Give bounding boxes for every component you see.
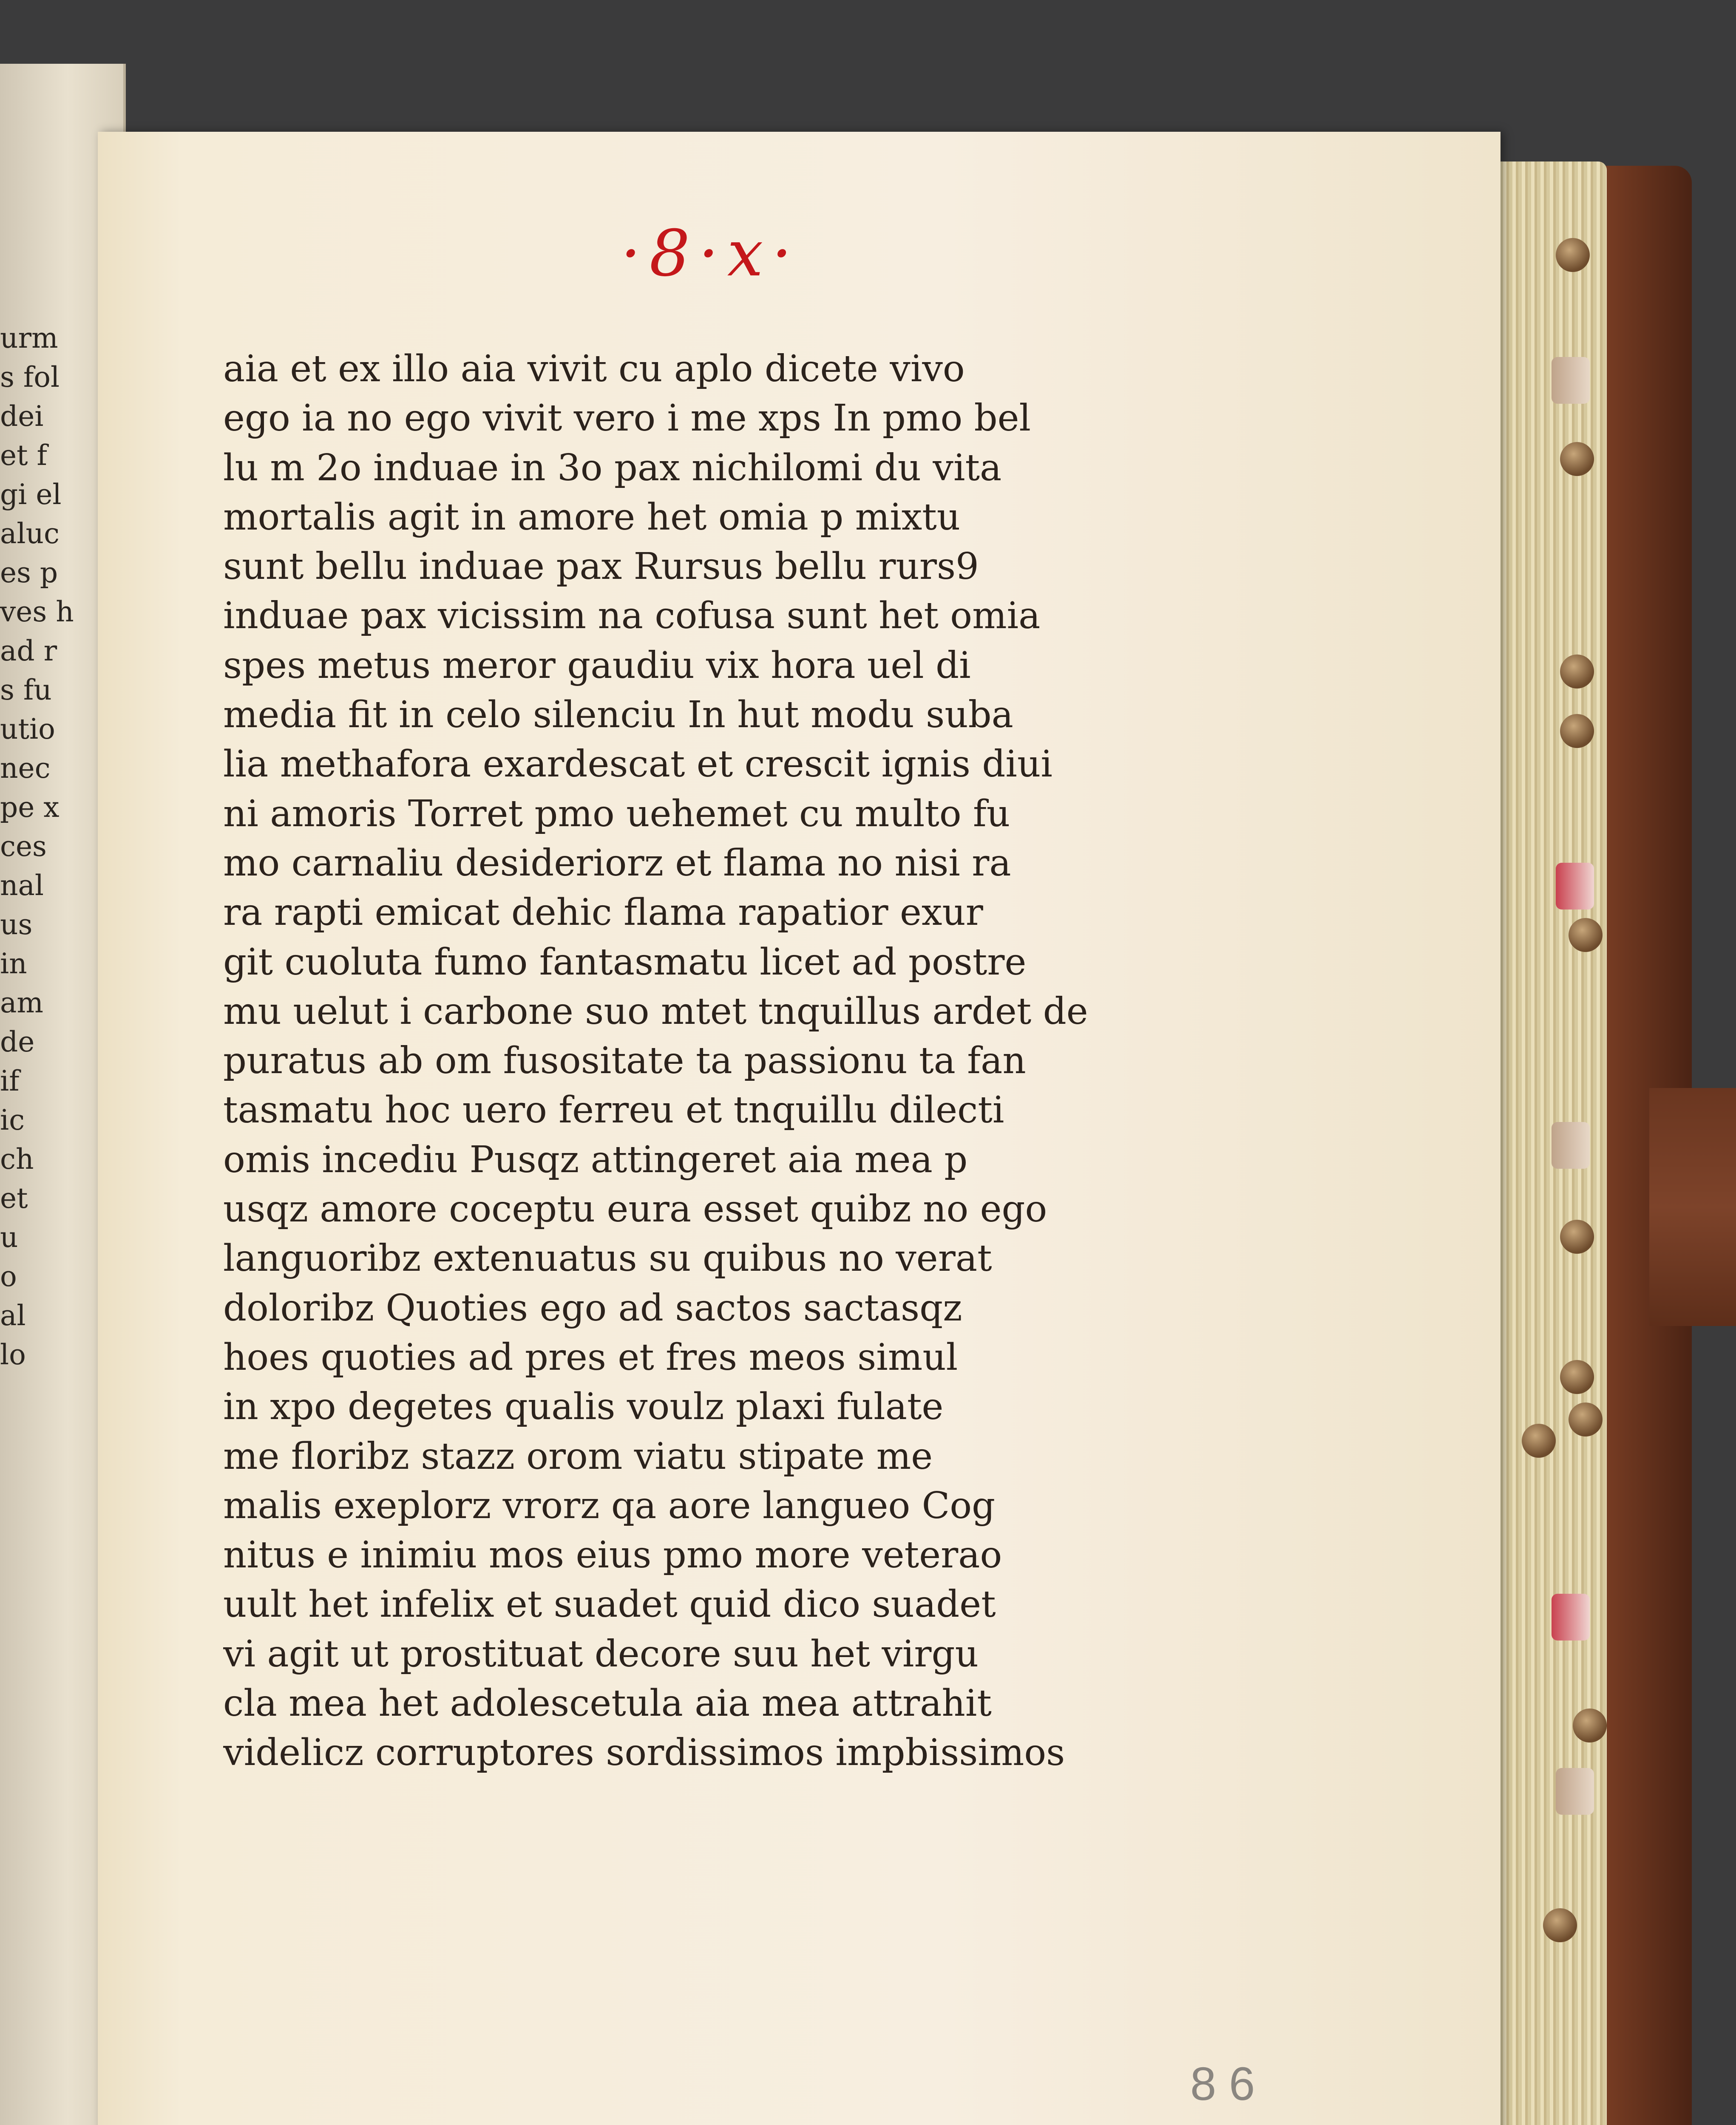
text-line: doloribz Quoties ego ad sactos sactasqz [223, 1286, 962, 1329]
manuscript-text-block [223, 344, 1124, 1778]
tab-knob [1556, 238, 1590, 272]
tab-knob [1560, 1220, 1594, 1254]
facing-page-fragment: et f [0, 439, 47, 472]
text-line: mortalis agit in amore het omia p mixtu [223, 496, 961, 538]
text-line: omis incediu Pusqz attingeret aia mea p [223, 1138, 968, 1181]
text-line: induae pax vicissim na cofusa sunt het omia [223, 595, 1041, 638]
facing-page-fragment: in [0, 947, 27, 980]
text-line: in xpo degetes qualis voulz plaxi fulate [223, 1386, 944, 1428]
facing-page-fragment: dei [0, 400, 44, 433]
text-line: media fit in celo silenciu In hut modu suba [223, 694, 1013, 737]
folio-rubric: ·8·x· [621, 217, 801, 291]
text-line: uult het infelix et suadet quid dico suadet [223, 1583, 996, 1626]
facing-page-fragment: pe x [0, 791, 60, 824]
facing-page-fragment: et [0, 1182, 28, 1215]
page-tab [1556, 863, 1594, 910]
page-tab [1552, 1594, 1590, 1640]
tab-knob [1560, 654, 1594, 688]
facing-page-fragment: ch [0, 1143, 34, 1176]
tab-knob [1560, 1360, 1594, 1394]
facing-page-fragment: ad r [0, 635, 57, 667]
text-line: nitus e inimiu mos eius pmo more veterao [223, 1534, 1002, 1577]
facing-page-fragment: s fu [0, 674, 52, 706]
page-tab [1556, 1768, 1594, 1815]
text-line: tasmatu hoc uero ferreu et tnquillu dilecti [223, 1089, 1004, 1132]
text-line: ra rapti emicat dehic flama rapatior exur [223, 891, 983, 934]
tab-knob [1569, 1402, 1603, 1436]
tab-knob [1573, 1708, 1607, 1742]
tab-knob [1569, 918, 1603, 952]
facing-page-fragment: aluc [0, 517, 60, 550]
facing-page-fragment: al [0, 1299, 26, 1332]
facing-page-fragment: u [0, 1221, 18, 1254]
facing-page-fragment: us [0, 908, 33, 941]
facing-page-fragment: nec [0, 752, 51, 785]
text-line: ego ia no ego vivit vero i me xps In pmo bel [223, 397, 1031, 440]
tab-knob [1560, 442, 1594, 476]
text-line: lia methafora exardescat et crescit ignis diui [223, 743, 1052, 786]
facing-page-fragment: if [0, 1065, 20, 1097]
facing-page-fragment: ic [0, 1104, 25, 1136]
facing-page-fragment: ves h [0, 595, 74, 628]
text-line: spes metus meror gaudiu vix hora uel di [223, 644, 971, 687]
facing-page-fragment: utio [0, 713, 55, 745]
facing-page-fragment: lo [0, 1338, 26, 1371]
text-line: me floribz stazz orom viatu stipate me [223, 1435, 933, 1478]
tab-knob [1543, 1908, 1577, 1942]
text-line: lu m 2o induae in 3o pax nichilomi du vita [223, 446, 1002, 489]
text-line: malis exeplorz vrorz qa aore langueo Cog [223, 1484, 996, 1527]
text-line: mu uelut i carbone suo mtet tnquillus ardet de [223, 990, 1088, 1033]
text-line: aia et ex illo aia vivit cu aplo dicete vivo [223, 348, 965, 390]
facing-page-fragment: de [0, 1026, 35, 1058]
text-line: languoribz extenuatus su quibus no verat [223, 1237, 992, 1280]
text-line: hoes quoties ad pres et fres meos simul [223, 1336, 958, 1379]
text-line: puratus ab om fusositate ta passionu ta fan [223, 1040, 1026, 1082]
text-line: videlicz corruptores sordissimos impbissimos [223, 1731, 1065, 1774]
text-line: git cuoluta fumo fantasmatu licet ad postre [223, 941, 1027, 983]
clasp-strap [1649, 1088, 1736, 1326]
tab-knob [1560, 714, 1594, 748]
page-tab [1552, 357, 1590, 404]
tab-knob [1522, 1424, 1556, 1458]
facing-page-fragment: gi el [0, 478, 62, 511]
text-line: mo carnaliu desideriorz et flama no nisi ra [223, 842, 1011, 884]
text-line: usqz amore coceptu eura esset quibz no ego [223, 1188, 1047, 1231]
text-line: cla mea het adolescetula aia mea attrahit [223, 1682, 992, 1725]
facing-page-fragment: nal [0, 869, 44, 902]
facing-page-fragment: urm [0, 322, 58, 354]
page-number: 86 [1190, 2058, 1268, 2110]
facing-page-fragment: s fol [0, 361, 60, 394]
facing-page-fragment: es p [0, 556, 58, 589]
facing-page-fragment: ces [0, 830, 47, 863]
text-line: ni amoris Torret pmo uehemet cu multo fu [223, 792, 1010, 835]
facing-page-fragment: o [0, 1260, 17, 1293]
facing-page-fragment: am [0, 986, 43, 1019]
text-line: sunt bellu induae pax Rursus bellu rurs9 [223, 545, 979, 588]
page-tab [1552, 1122, 1590, 1169]
text-line: vi agit ut prostituat decore suu het virgu [223, 1632, 979, 1675]
